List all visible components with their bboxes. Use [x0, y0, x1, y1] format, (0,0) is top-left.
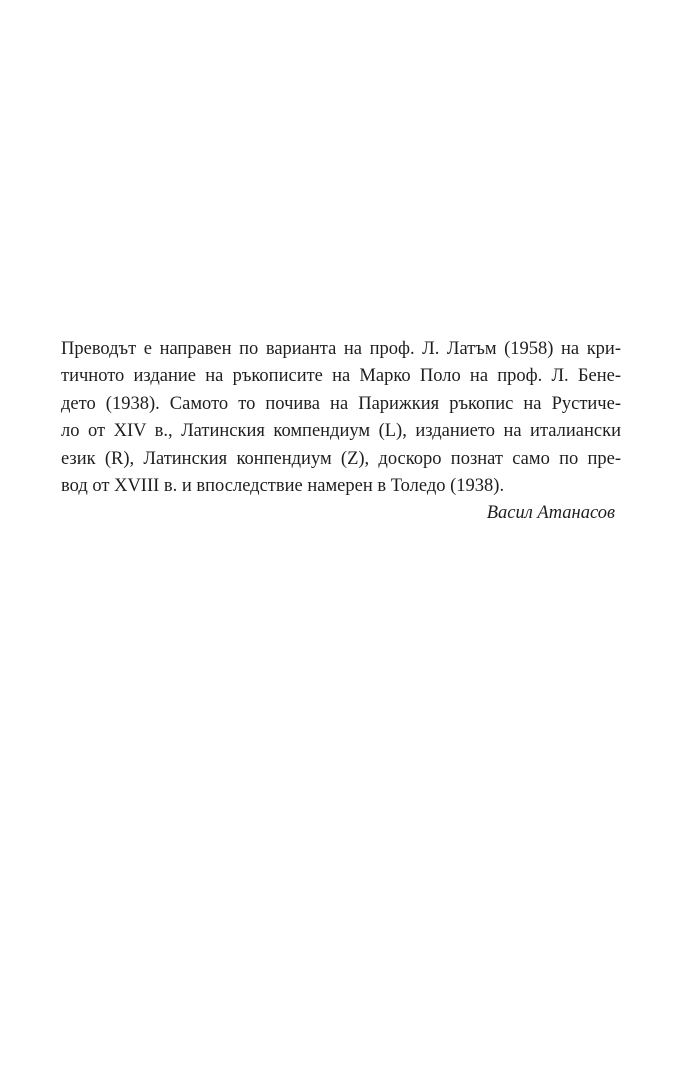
note-line-2: тичното издание на ръкописите на Марко Поло на проф. Л. Бене-	[61, 366, 621, 387]
note-line-3: дето (1938). Самото то почива на Парижкия ръкопис на Рустиче-	[61, 393, 621, 414]
note-line-1: Преводът е направен по варианта на проф. Л. Латъм (1958) на кри-	[61, 339, 621, 359]
translator-signature: Васил Атанасов	[486, 503, 615, 524]
note-line-4: ло от XIV в., Латинския компендиум (L), изданието на италиански	[61, 421, 621, 442]
translator-note	[61, 336, 621, 528]
note-line-5: език (R), Латинския конпендиум (Z), доскоро познат само по пре-	[61, 448, 621, 469]
note-line-6: вод от XVIII в. и впоследствие намерен в Толедо (1938).	[61, 476, 505, 497]
